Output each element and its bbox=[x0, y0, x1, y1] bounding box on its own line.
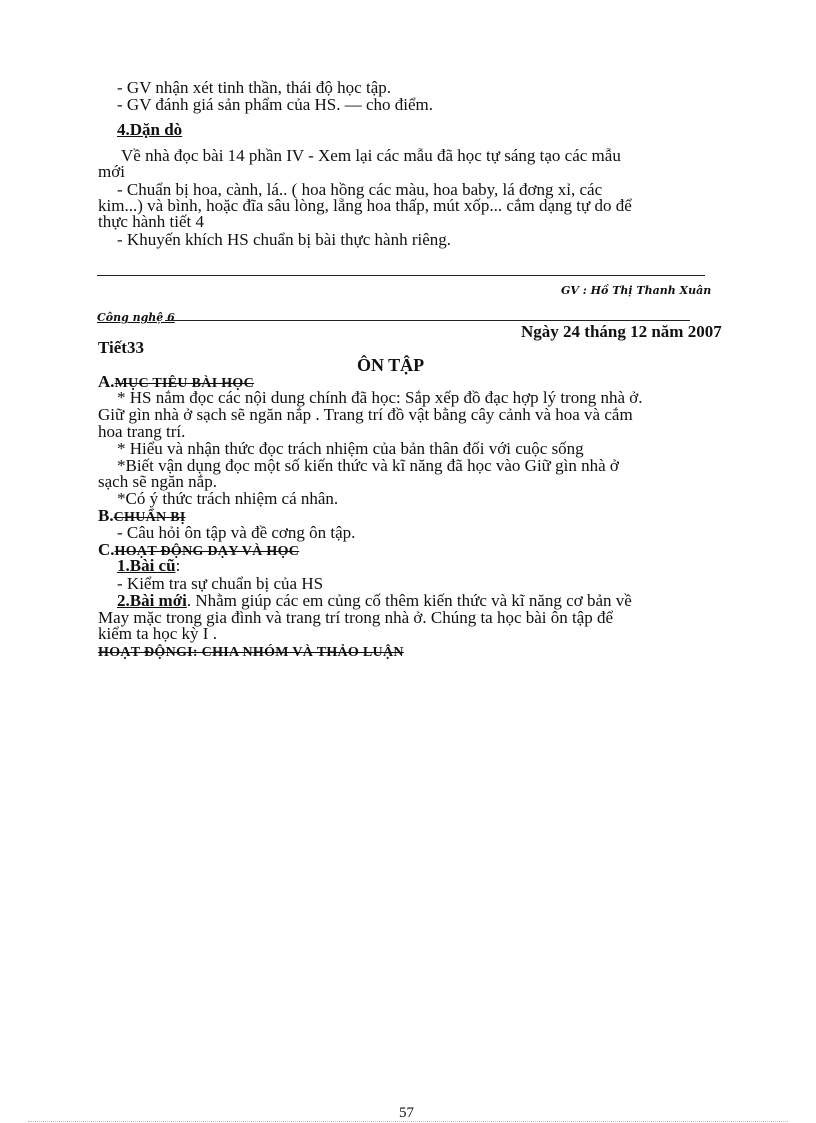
bai-moi-label: 2.Bài mới bbox=[117, 591, 187, 610]
divider-line bbox=[97, 275, 705, 276]
text-line: - Câu hỏi ôn tập và đề cơng ôn tập. bbox=[117, 523, 356, 542]
section-title: HOẠT ĐỘNG DẠY VÀ HỌC bbox=[114, 544, 300, 559]
text-line: * HS nắm đọc các nội dung chính đã học: Sắp xếp đồ đạc hợp lý trong nhà ở. bbox=[117, 388, 643, 407]
text-line: - Kiểm tra sự chuẩn bị của HS bbox=[117, 574, 324, 593]
text-line: - GV nhận xét tinh thần, thái độ học tập. bbox=[117, 78, 391, 97]
text-line: hoa trang trí. bbox=[98, 422, 186, 441]
section-title: MỤC TIÊU BÀI HỌC bbox=[114, 376, 255, 391]
page-title: ÔN TẬP bbox=[357, 355, 425, 375]
text-line: - GV đánh giá sản phẩm của HS. — cho điểm. bbox=[117, 95, 434, 114]
text-line: kim...) và bình, hoặc đĩa sâu lòng, lẵng hoa thấp, mút xốp... cắm dạng tự do để bbox=[98, 196, 632, 215]
text-line: *Có ý thức trách nhiệm cá nhân. bbox=[117, 489, 339, 508]
bai-moi-text: . Nhằm giúp các em củng cố thêm kiến thức và kĩ năng cơ bản về bbox=[186, 591, 632, 610]
subject-label: Công nghệ 6 bbox=[97, 311, 175, 324]
bai-cu-label: 1.Bài cũ bbox=[117, 556, 176, 575]
text-line: *Biết vận dụng đọc một số kiến thức và kĩ năng đã học vào Giữ gìn nhà ở bbox=[117, 456, 619, 475]
bai-cu-heading bbox=[117, 557, 180, 574]
page-number: 57 bbox=[399, 1105, 414, 1121]
footer-rule bbox=[28, 1121, 788, 1122]
lesson-number: Tiết33 bbox=[98, 338, 144, 357]
text-line: kiểm ta học kỳ I . bbox=[98, 624, 217, 643]
section-title: CHUẨN BỊ bbox=[113, 510, 186, 525]
text-line: * Hiểu và nhận thức đọc trách nhiệm của bản thân đối với cuộc sống bbox=[117, 439, 584, 458]
header-rule bbox=[165, 320, 690, 321]
section-heading-dan-do: 4.Dặn dò bbox=[117, 120, 183, 139]
bai-moi-line bbox=[117, 592, 632, 609]
lesson-date: Ngày 24 tháng 12 năm 2007 bbox=[521, 322, 722, 341]
text-line: Về nhà đọc bài 14 phần IV - Xem lại các mẫu đã học tự sáng tạo các mẫu bbox=[121, 146, 621, 165]
bai-cu-colon: : bbox=[175, 556, 181, 575]
text-line: thực hành tiết 4 bbox=[98, 212, 204, 231]
section-letter: A. bbox=[98, 372, 115, 391]
text-line: - Chuẩn bị hoa, cành, lá.. ( hoa hồng các màu, hoa baby, lá đơng xỉ, các bbox=[117, 180, 603, 199]
text-line: mới bbox=[98, 162, 125, 181]
activity-heading: HOẠT ĐỘNGI: CHIA NHÓM VÀ THẢO LUẬN bbox=[98, 645, 404, 660]
text-line: Giữ gìn nhà ở sạch sẽ ngăn nắp . Trang trí đồ vật bằng cây cảnh và hoa và cắm bbox=[98, 405, 633, 424]
text-line: May mặc trong gia đình và trang trí trong nhà ở. Chúng ta học bài ôn tập để bbox=[98, 608, 614, 627]
author-signature: GV : Hồ Thị Thanh Xuân bbox=[561, 284, 712, 297]
section-letter: B. bbox=[98, 506, 114, 525]
section-letter: C. bbox=[98, 540, 115, 559]
text-line: sạch sẽ ngăn nắp. bbox=[98, 472, 217, 491]
text-line: - Khuyến khích HS chuẩn bị bài thực hành riêng. bbox=[117, 230, 452, 249]
